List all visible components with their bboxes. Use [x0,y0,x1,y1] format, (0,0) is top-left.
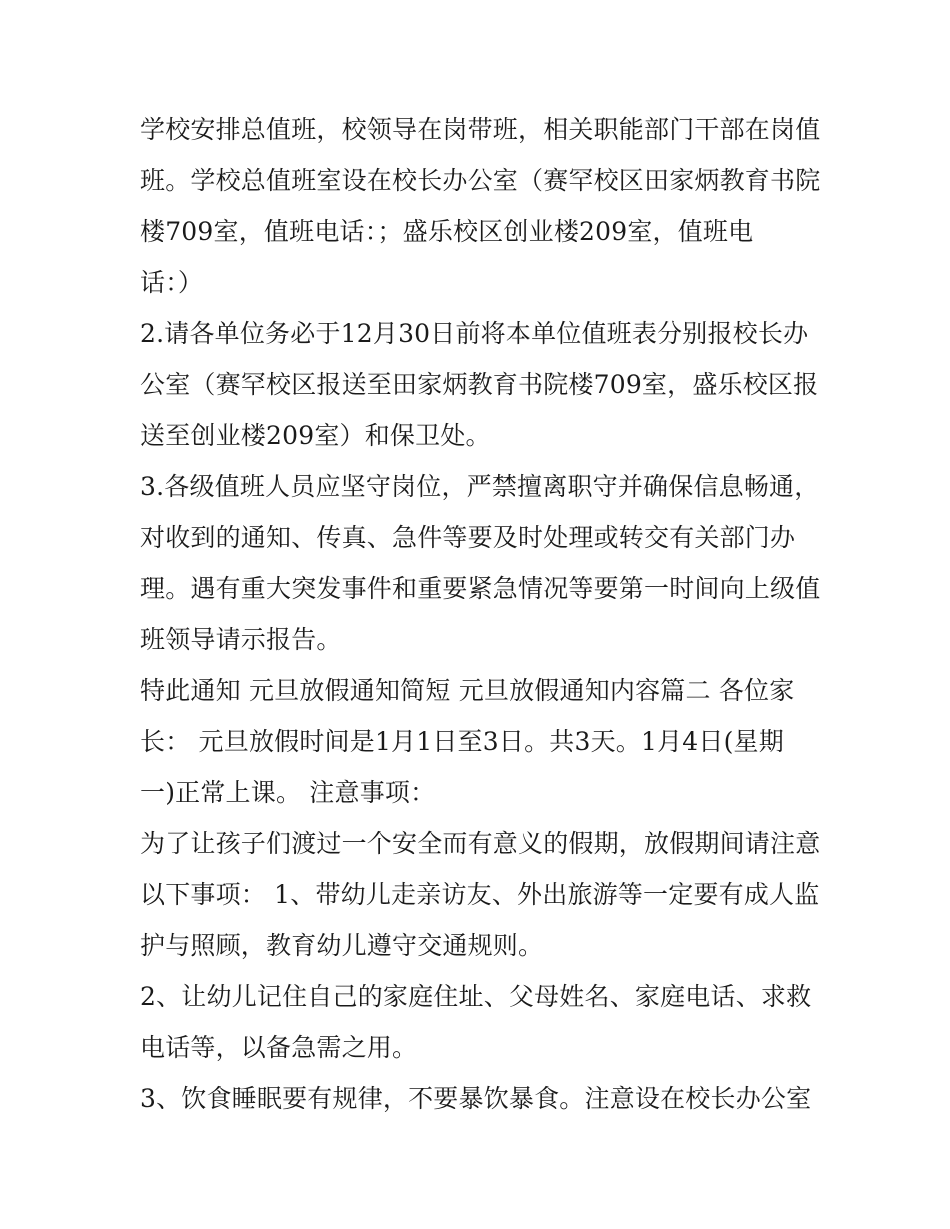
text-line: 2、让幼儿记住自己的家庭住址、父母姓名、家庭电话、求救 [140,982,812,1011]
text-line: 楼709室，值班电话：；盛乐校区创业楼209室，值班电 [140,217,754,246]
text-line: 一)正常上课。 注意事项： [140,778,436,807]
text-line: 话：） [140,268,204,297]
text-line: 以下事项： 1、带幼儿走亲访友、外出旅游等一定要有成人监 [140,880,820,909]
text-line: 2.请各单位务必于12月30日前将本单位值班表分别报校长办 [140,319,809,348]
text-line: 班。学校总值班室设在校长办公室（赛罕校区田家炳教育书院 [140,166,821,195]
text-line: 3.各级值班人员应坚守岗位，严禁擅离职守并确保信息畅通， [140,472,820,501]
text-line: 学校安排总值班，校领导在岗带班，相关职能部门干部在岗值 [140,115,821,144]
text-line: 护与照顾，教育幼儿遵守交通规则。 [140,931,544,960]
text-line: 3、饮食睡眠要有规律，不要暴饮暴食。注意设在校长办公室 [140,1084,812,1113]
text-line: 电话等，以备急需之用。 [140,1033,418,1062]
text-line: 公室（赛罕校区报送至田家炳教育书院楼709室，盛乐校区报 [140,370,819,399]
text-line: 特此通知 元旦放假通知简短 元旦放假通知内容篇二 各位家 [140,676,795,705]
text-line: 对收到的通知、传真、急件等要及时处理或转交有关部门办 [140,523,796,552]
text-line: 长： 元旦放假时间是1月1日至3日。共3天。1月4日(星期 [140,727,784,756]
text-line: 班领导请示报告。 [140,625,342,654]
text-line: 理。遇有重大突发事件和重要紧急情况等要第一时间向上级值 [140,574,821,603]
text-line: 为了让孩子们渡过一个安全而有意义的假期，放假期间请注意 [140,829,821,858]
text-line: 送至创业楼209室）和保卫处。 [140,421,491,450]
